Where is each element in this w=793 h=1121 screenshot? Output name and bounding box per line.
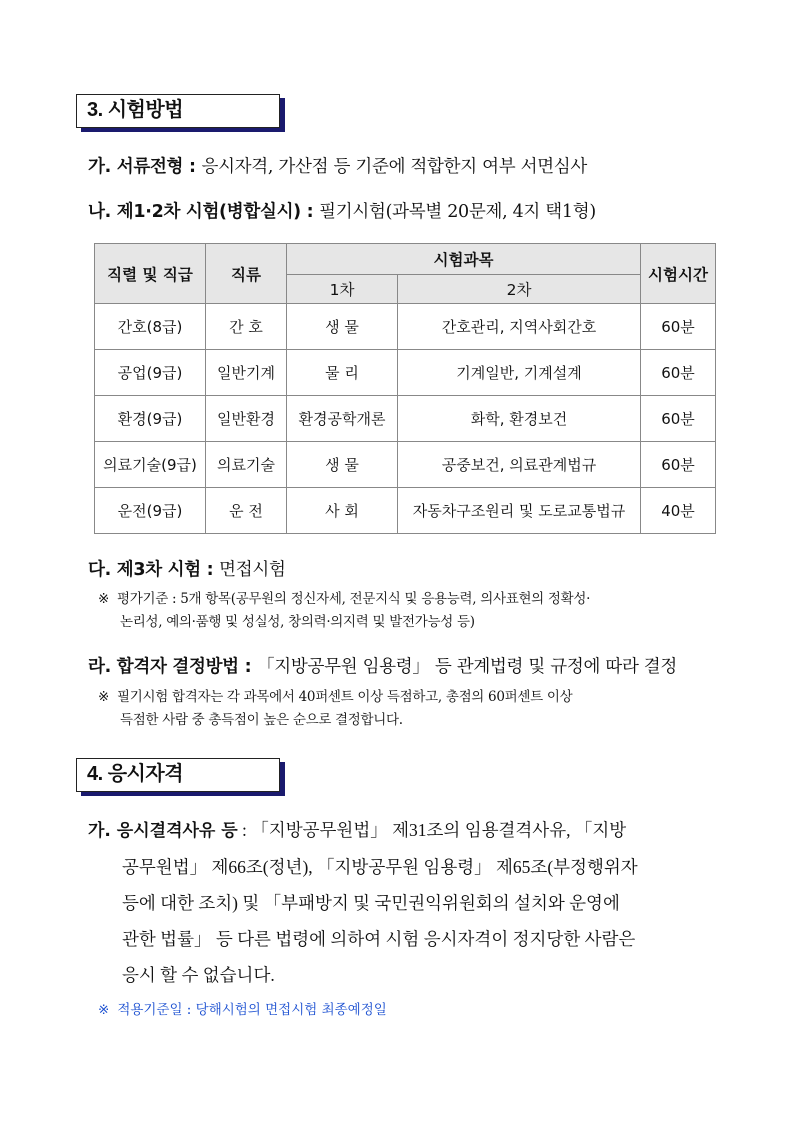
reference-date-text: 적용기준일 : 당해시험의 면접시험 최종예정일 (117, 1002, 387, 1018)
header-first: 1차 (287, 275, 398, 304)
header-job: 직류 (206, 244, 287, 304)
item-ra-sep: : (238, 657, 258, 677)
table-row (95, 442, 716, 488)
exam-subject-table (94, 243, 716, 534)
cell-first: 생 물 (287, 442, 398, 488)
da-note-line2: 논리성, 예의·품행 및 성실성, 창의력·의지력 및 발전가능성 등) (120, 614, 475, 630)
cell-time: 60분 (641, 442, 716, 488)
ra-note-line2: 득점한 사람 중 총득점이 높은 순으로 결정합니다. (120, 712, 403, 728)
cell-second: 자동차구조원리 및 도로교통법규 (398, 488, 641, 534)
table-row (95, 396, 716, 442)
section-3-title-text: 3. 시험방법 (87, 99, 184, 121)
cell-second: 간호관리, 지역사회간호 (398, 304, 641, 350)
section-3-title (76, 94, 280, 128)
da-note-line1: 평가기준 : 5개 항목(공무원의 정신자세, 전문지식 및 응용능력, 의사표현의 정확성· (117, 591, 591, 607)
header-subjects: 시험과목 (287, 244, 641, 275)
item-na-key: 나. 제1·2차 시험(병합실시) (88, 202, 301, 222)
cell-rank: 공업(9급) (95, 350, 206, 396)
item-da-key: 다. 제3차 시험 (88, 560, 201, 580)
header-rank: 직렬 및 직급 (95, 244, 206, 304)
table-row (95, 488, 716, 534)
cell-job: 간 호 (206, 304, 287, 350)
cell-first: 환경공학개론 (287, 396, 398, 442)
item-da-value: 면접시험 (219, 560, 286, 580)
cell-second: 기계일반, 기계설계 (398, 350, 641, 396)
note-mark: ※ (98, 1002, 110, 1018)
item-ga-value: 응시자격, 가산점 등 기준에 적합한지 여부 서면심사 (201, 157, 588, 177)
item-na-written-exam (88, 198, 596, 223)
ra-note (98, 686, 572, 732)
item-ga-document-screening (88, 153, 587, 178)
item-na-value: 필기시험(과목별 20문제, 4지 택1형) (319, 202, 596, 222)
cell-job: 일반환경 (206, 396, 287, 442)
s4-ga-line1: 「지방공무원법」 제31조의 임용결격사유, 「지방 (251, 820, 627, 840)
s4-ga-sep: : (237, 820, 252, 840)
cell-rank: 간호(8급) (95, 304, 206, 350)
item-ga-disqualification (88, 812, 728, 993)
s4-ga-line4: 관한 법률」 등 다른 법령에 의하여 시험 응시자격이 정지당한 사람은 (122, 929, 636, 949)
cell-first: 생 물 (287, 304, 398, 350)
cell-rank: 운전(9급) (95, 488, 206, 534)
reference-date-note (98, 998, 387, 1018)
cell-job: 일반기계 (206, 350, 287, 396)
table-row (95, 350, 716, 396)
ra-note-line1: 필기시험 합격자는 각 과목에서 40퍼센트 이상 득점하고, 총점의 60퍼센트 이상 (117, 689, 573, 705)
cell-first: 사 회 (287, 488, 398, 534)
s4-ga-line2: 공무원법」 제66조(정년), 「지방공무원 임용령」 제65조(부정행위자 (122, 857, 638, 877)
item-da-sep: : (200, 560, 220, 580)
s4-ga-line5: 응시 할 수 없습니다. (122, 965, 275, 985)
cell-time: 60분 (641, 350, 716, 396)
section-4-title-text: 4. 응시자격 (87, 763, 184, 785)
item-ra-key: 라. 합격자 결정방법 (88, 657, 239, 677)
item-ra-pass-decision (88, 653, 677, 678)
cell-second: 공중보건, 의료관계법규 (398, 442, 641, 488)
header-second: 2차 (398, 275, 641, 304)
cell-time: 60분 (641, 304, 716, 350)
cell-job: 의료기술 (206, 442, 287, 488)
note-mark: ※ (98, 591, 110, 607)
cell-time: 40분 (641, 488, 716, 534)
s4-ga-line3: 등에 대한 조치) 및 「부패방지 및 국민권익위원회의 설치와 운영에 (122, 893, 620, 913)
header-time: 시험시간 (641, 244, 716, 304)
cell-second: 화학, 환경보건 (398, 396, 641, 442)
item-da-interview (88, 556, 286, 581)
item-ra-value: 「지방공무원 임용령」 등 관계법령 및 규정에 따라 결정 (257, 657, 678, 677)
da-note (98, 588, 590, 634)
s4-ga-key: 가. 응시결격사유 등 (88, 821, 238, 841)
cell-first: 물 리 (287, 350, 398, 396)
note-mark: ※ (98, 689, 110, 705)
cell-time: 60분 (641, 396, 716, 442)
item-na-sep: : (300, 202, 320, 222)
cell-rank: 환경(9급) (95, 396, 206, 442)
table-row (95, 304, 716, 350)
item-ga-sep: : (183, 157, 202, 177)
cell-rank: 의료기술(9급) (95, 442, 206, 488)
cell-job: 운 전 (206, 488, 287, 534)
item-ga-key: 가. 서류전형 (88, 157, 184, 177)
section-4-title (76, 758, 280, 792)
